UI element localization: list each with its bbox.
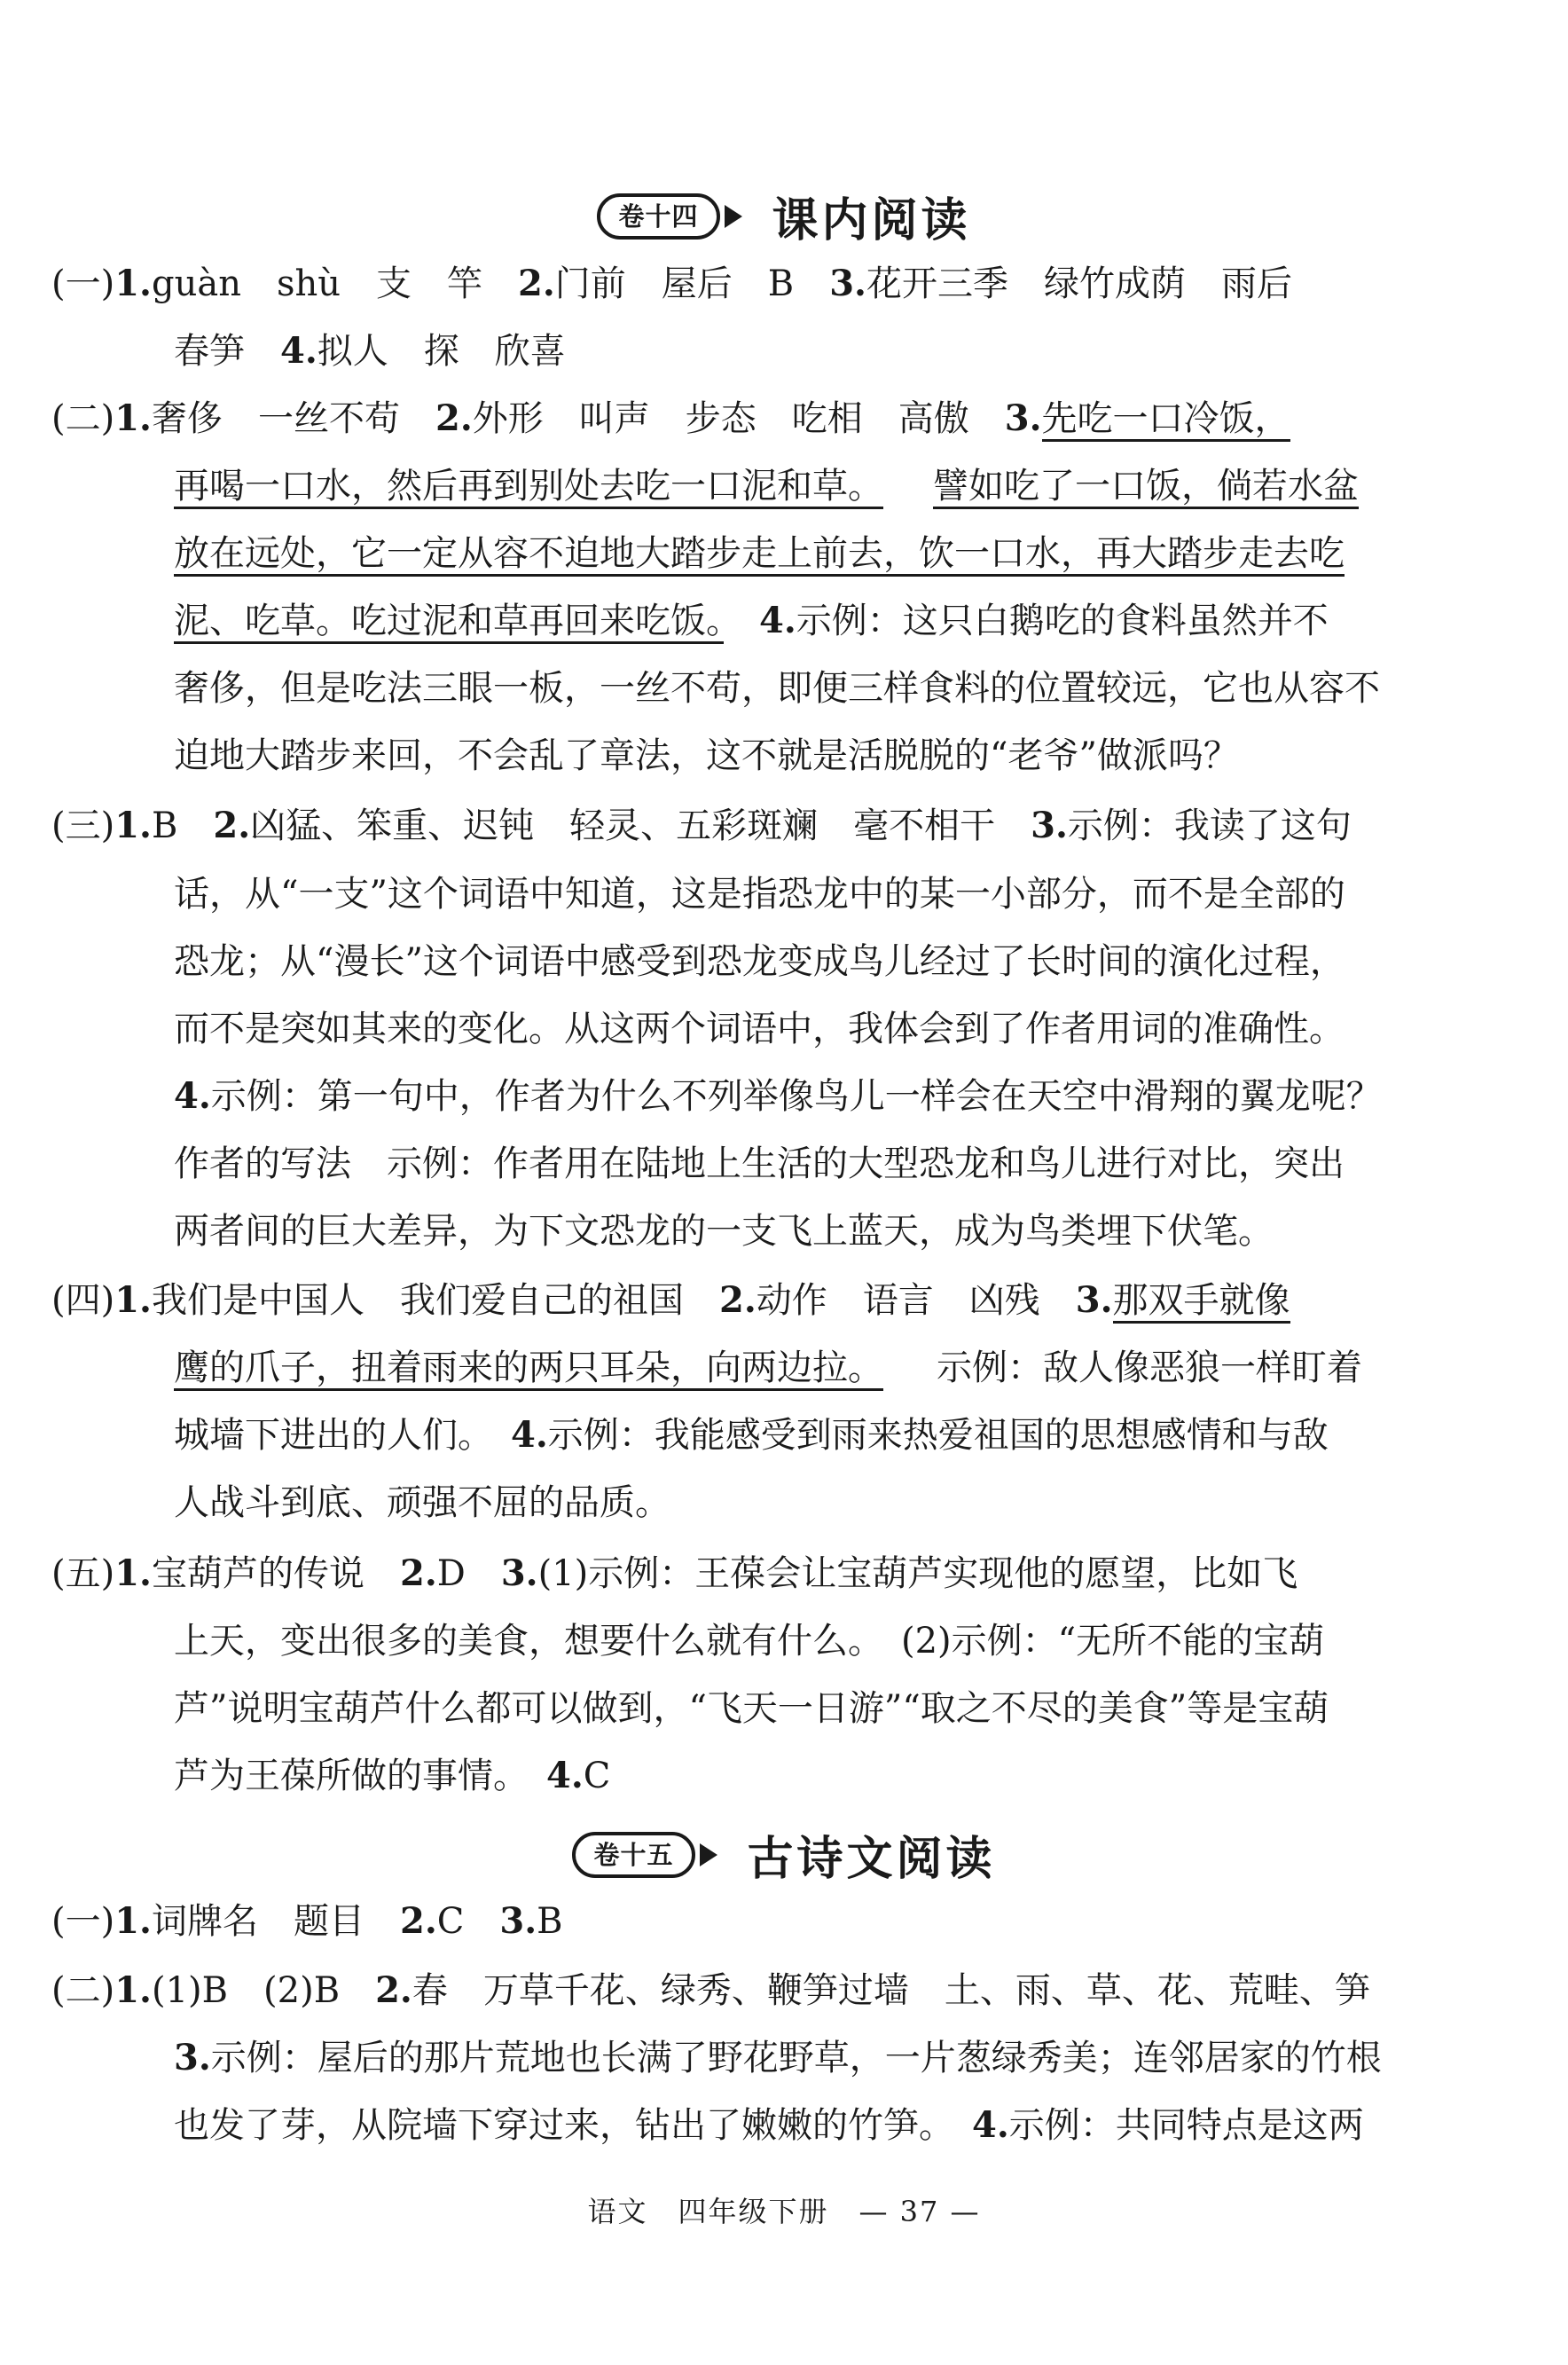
answer-text: (四)1.我们是中国人 我们爱自己的祖国 2.动作 语言 凶残 3.: [51, 1279, 1113, 1321]
answer-line: [174, 530, 1568, 577]
page-footer: 语文 四年级下册 — 37 —: [587, 2195, 981, 2228]
answer-line: [51, 396, 1568, 442]
answer-line: 上天，变出很多的美食，想要什么就有什么。 (2)示例：“无所不能的宝葫: [174, 1621, 1325, 1662]
answer-line: 也发了芽，从院墙下穿过来，钻出了嫩嫩的竹笋。 4.示例：共同特点是这两: [174, 2104, 1364, 2146]
answer-line: [174, 1345, 1568, 1391]
section-tag-label: 卷十五: [572, 1832, 694, 1878]
answer-line: 两者间的巨大差异，为下文恐龙的一支飞上蓝天，成为鸟类埋下伏笔。: [174, 1211, 1274, 1252]
answer-line: 作者的写法 示例：作者用在陆地上生活的大型恐龙和鸟儿进行对比，突出: [174, 1143, 1345, 1184]
section-title-15: 古诗文阅读: [747, 1833, 996, 1886]
underlined-answer: 那双手就像: [1113, 1280, 1290, 1324]
arrow-right-icon: [700, 1843, 717, 1866]
answer-line: (一)1.guàn shù 支 竿 2.门前 屋后 B 3.花开三季 绿竹成荫 雨后: [51, 263, 1292, 304]
underlined-answer: 譬如吃了一口饭，倘若水盆: [933, 466, 1359, 509]
section-title-14: 课内阅读: [772, 194, 971, 248]
answer-text: 4.示例：这只白鹅吃的食料虽然并不: [759, 600, 1329, 641]
answer-line: 恐龙；从“漫长”这个词语中感受到恐龙变成鸟儿经过了长时间的演化过程，: [174, 941, 1345, 982]
answer-line: 3.示例：屋后的那片荒地也长满了野花野草，一片葱绿秀美；连邻居家的竹根: [174, 2037, 1382, 2078]
answer-line: 芦”说明宝葫芦什么都可以做到，“飞天一日游”“取之不尽的美食”等是宝葫: [174, 1688, 1329, 1729]
section-tag-14: [597, 193, 741, 240]
answer-line: (二)1.(1)B (2)B 2.春 万草千花、绿秀、鞭笋过墙 土、雨、草、花、荒畦、笋: [51, 1969, 1370, 2011]
section-header-15: [0, 1821, 1568, 1888]
answer-line: (三)1.B 2.凶猛、笨重、迟钝 轻灵、五彩斑斓 毫不相干 3.示例：我读了这句: [51, 805, 1352, 846]
underlined-answer: 放在远处，它一定从容不迫地大踏步走上前去，饮一口水，再大踏步走去吃: [174, 533, 1345, 577]
answer-line: [174, 598, 1568, 644]
section-header-14: [0, 183, 1568, 249]
answer-line: 春笋 4.拟人 探 欣喜: [174, 330, 566, 372]
arrow-right-icon: [725, 205, 742, 228]
answer-line: 迫地大踏步来回，不会乱了章法，这不就是活脱脱的“老爷”做派吗？: [174, 735, 1239, 776]
answer-line: 奢侈，但是吃法三眼一板，一丝不苟，即便三样食料的位置较远，它也从容不: [174, 668, 1380, 709]
underlined-answer: 先吃一口冷饭，: [1042, 398, 1290, 442]
answer-line: [174, 463, 1568, 509]
answer-line: (一)1.词牌名 题目 2.C 3.B: [51, 1900, 563, 1942]
underlined-answer: 再喝一口水，然后再到别处去吃一口泥和草。: [174, 466, 883, 509]
underlined-answer: 泥、吃草。吃过泥和草再回来吃饭。: [174, 601, 724, 644]
answer-line: 芦为王葆所做的事情。 4.C: [174, 1755, 611, 1796]
answer-text: 示例：敌人像恶狼一样盯着: [937, 1348, 1362, 1388]
underlined-answer: 鹰的爪子，扭着雨来的两只耳朵，向两边拉。: [174, 1348, 883, 1391]
answer-line: [51, 1277, 1568, 1324]
answer-line: 而不是突如其来的变化。从这两个词语中，我体会到了作者用词的准确性。: [174, 1009, 1345, 1049]
section-tag-15: [572, 1832, 717, 1878]
answer-text: (二)1.奢侈 一丝不苟 2.外形 叫声 步态 吃相 高傲 3.: [51, 397, 1042, 439]
section-tag-label: 卷十四: [597, 193, 719, 240]
answer-line: 话，从“一支”这个词语中知道，这是指恐龙中的某一小部分，而不是全部的: [174, 874, 1345, 915]
answer-line: (五)1.宝葫芦的传说 2.D 3.(1)示例：王葆会让宝葫芦实现他的愿望，比如飞: [51, 1552, 1298, 1594]
answer-line: 4.示例：第一句中，作者为什么不列举像鸟儿一样会在天空中滑翔的翼龙呢？: [174, 1075, 1382, 1117]
answer-line: 人战斗到底、顽强不屈的品质。: [174, 1482, 670, 1523]
answer-line: 城墙下进出的人们。 4.示例：我能感受到雨来热爱祖国的思想感情和与敌: [174, 1414, 1329, 1456]
